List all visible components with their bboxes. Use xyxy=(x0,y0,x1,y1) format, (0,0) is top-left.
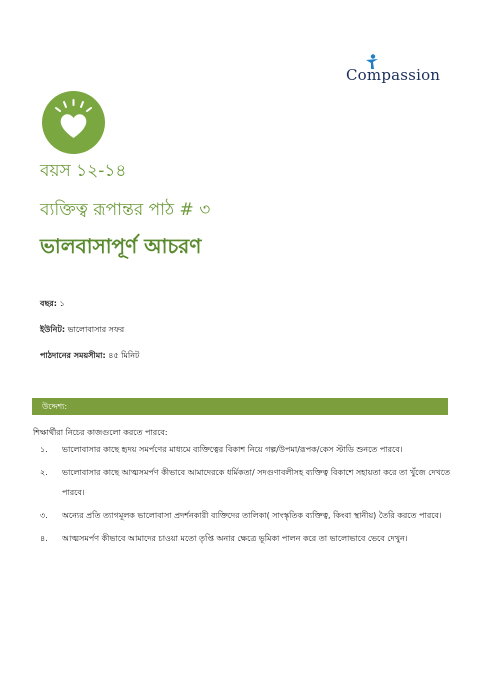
page-title: ভালবাসাপূর্ণ আচরণ xyxy=(40,234,202,258)
objectives-header-bar xyxy=(32,398,448,415)
item-number: ৩. xyxy=(40,511,48,520)
item-text: আত্মসমর্পণ কীভাবে আমাদের চাওয়া মতো তৃপ্তি অনার ক্ষেত্রে ভূমিকা পালন করে তা ভালোভাবে ভেবে দেখুন। xyxy=(62,534,408,543)
lesson-number: ব্যক্তিত্ব রূপান্তর পাঠ # ৩ xyxy=(40,200,211,220)
year-value: ১ xyxy=(59,299,65,308)
year-label: বছর: xyxy=(40,299,57,308)
unit-value: ভালোবাসার সফর xyxy=(67,325,125,334)
year-row xyxy=(40,298,65,311)
age-range: বয়স ১২-১৪ xyxy=(40,161,127,181)
logo-text: Compassion xyxy=(346,66,441,84)
list-item xyxy=(40,440,450,460)
item-text: ভালোবাসার কাছে হৃদয় সমর্পণের মাধ্যমে ব্যক্তিত্বের বিকাশ নিয়ে গল্প/উপমা/রূপক/কেস স্টাডি শুনতে পারবে। xyxy=(62,445,403,454)
time-label: পাঠদানের সময়সীমা: xyxy=(40,351,106,360)
objectives-intro: শিক্ষার্থীরা নিচের কাজগুলো করতে পারবে: xyxy=(33,428,168,437)
objectives-list xyxy=(40,440,450,552)
item-text: অন্যের প্রতি ত্যাগমূলক ভালোবাসা প্রদর্শনকারী ব্যক্তিদের তালিকা( সাংস্কৃতিক ব্যক্তিত্ব, কিংবা স্থানীয়) তৈরি করতে পারবে। xyxy=(62,511,442,520)
time-row xyxy=(40,350,139,363)
item-number: ১. xyxy=(40,445,48,454)
list-item xyxy=(40,463,450,503)
item-number: ৪. xyxy=(40,534,48,543)
item-number: ২. xyxy=(40,468,48,477)
compassion-logo xyxy=(346,54,446,90)
time-value: ৪৫ মিনিট xyxy=(108,351,140,360)
objectives-heading: উদ্দেশ্য: xyxy=(42,402,68,411)
list-item xyxy=(40,506,450,526)
item-text: ভালোবাসার কাছে আত্মসমর্পণ কীভাবে আমাদেরকে ধর্মিকতা/ সদগুণাবলীসহ ব্যক্তিত্ব বিকাশে সহায়তা করে তা খুঁজে দেখতে পারবে। xyxy=(62,468,450,497)
unit-row xyxy=(40,324,124,337)
unit-label: ইউনিট: xyxy=(40,325,66,334)
heart-badge-icon xyxy=(42,91,105,154)
list-item xyxy=(40,529,450,549)
